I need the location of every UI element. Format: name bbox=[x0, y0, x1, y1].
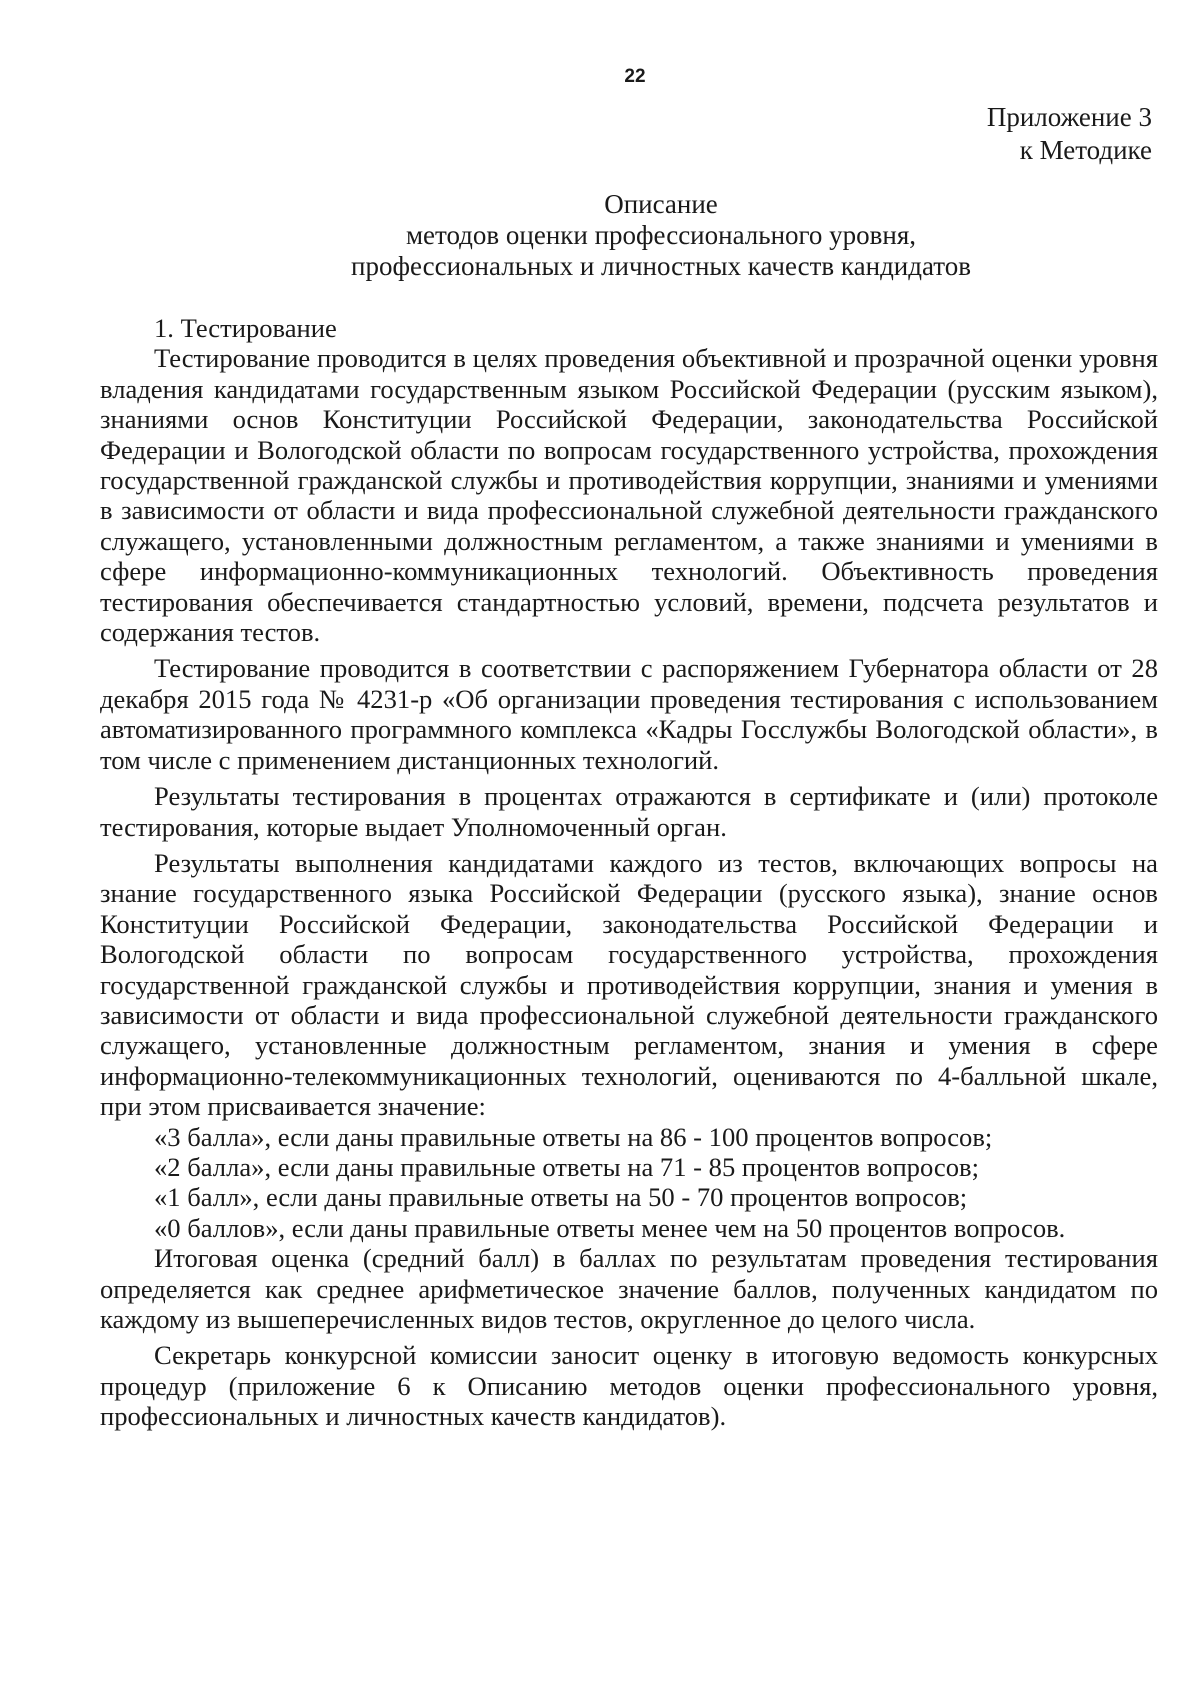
score-item-0: «0 баллов», если даны правильные ответы менее чем на 50 процентов вопросов. bbox=[154, 1212, 1066, 1243]
paragraph-testing-purpose: Тестирование проводится в целях проведения объективной и прозрачной оценки уровня владения кандидатами государственным языком Российской Федерации (русским языком), знаниями основ Конституции Российской Федерации, законодательства Российской Федерации и Вологодской области по вопросам государственного устройства, прохождения государственной гражданской службы и противодействия коррупции, знаниями и умениями в зависимости от области и вида профессиональной служебной деятельности гражданского служащего, установленными должностным регламентом, а также знаниями и умениями в сфере информационно-коммуникационных технологий. Объективность проведения тестирования обеспечивается стандартностью условий, времени, подсчета результатов и содержания тестов. bbox=[100, 343, 1158, 648]
score-item-1: «1 балл», если даны правильные ответы на 50 - 70 процентов вопросов; bbox=[154, 1182, 968, 1213]
title-line-2: методов оценки профессионального уровня, bbox=[405, 220, 917, 250]
paragraph-scoring-scale: Результаты выполнения кандидатами каждого из тестов, включающих вопросы на знание государственного языка Российской Федерации (русского языка), знание основ Конституции Российской Федерации, законодательства Российской Федерации и Вологодской области по вопросам государственного устройства, прохождения государственной гражданской службы и противодействия коррупции, знания и умения в зависимости от области и вида профессиональной служебной деятельности гражданского служащего, установленные должностным регламентом, знания и умения в сфере информационно-телекоммуникационных технологий, оцениваются по 4-балльной шкале, при этом присваивается значение: bbox=[100, 847, 1158, 1122]
document-title bbox=[100, 189, 1200, 282]
page-number: 22 bbox=[624, 66, 646, 87]
paragraph-testing-order: Тестирование проводится в соответствии с распоряжением Губернатора области от 28 декабря 2015 года № 4231-р «Об организации проведения тестирования с использованием автоматизированного программного комплекса «Кадры Госслужбы Вологодской области», в том числе с применением дистанционных технологий. bbox=[100, 653, 1158, 775]
paragraph-testing-results: Результаты тестирования в процентах отражаются в сертификате и (или) протоколе тестирования, которые выдает Уполномоченный орган. bbox=[100, 781, 1158, 842]
appendix-line-2: к Методике bbox=[1019, 135, 1152, 165]
score-item-3: «3 балла», если даны правильные ответы на 86 - 100 процентов вопросов; bbox=[154, 1121, 993, 1152]
title-line-1: Описание bbox=[604, 189, 718, 219]
document-body bbox=[100, 313, 1158, 1432]
paragraph-secretary: Секретарь конкурсной комиссии заносит оценку в итоговую ведомость конкурсных процедур (приложение 6 к Описанию методов оценки профессионального уровня, профессиональных и личностных качеств кандидатов). bbox=[100, 1340, 1158, 1432]
score-item-2: «2 балла», если даны правильные ответы на 71 - 85 процентов вопросов; bbox=[154, 1151, 979, 1182]
title-line-3: профессиональных и личностных качеств кандидатов bbox=[351, 251, 971, 281]
appendix-line-1: Приложение 3 bbox=[986, 102, 1152, 132]
section-heading: 1. Тестирование bbox=[154, 313, 337, 343]
paragraph-final-score: Итоговая оценка (средний балл) в баллах по результатам проведения тестирования определяется как среднее арифметическое значение баллов, полученных кандидатом по каждому из вышеперечисленных видов тестов, округленное до целого числа. bbox=[100, 1243, 1158, 1334]
appendix-reference bbox=[987, 101, 1152, 167]
